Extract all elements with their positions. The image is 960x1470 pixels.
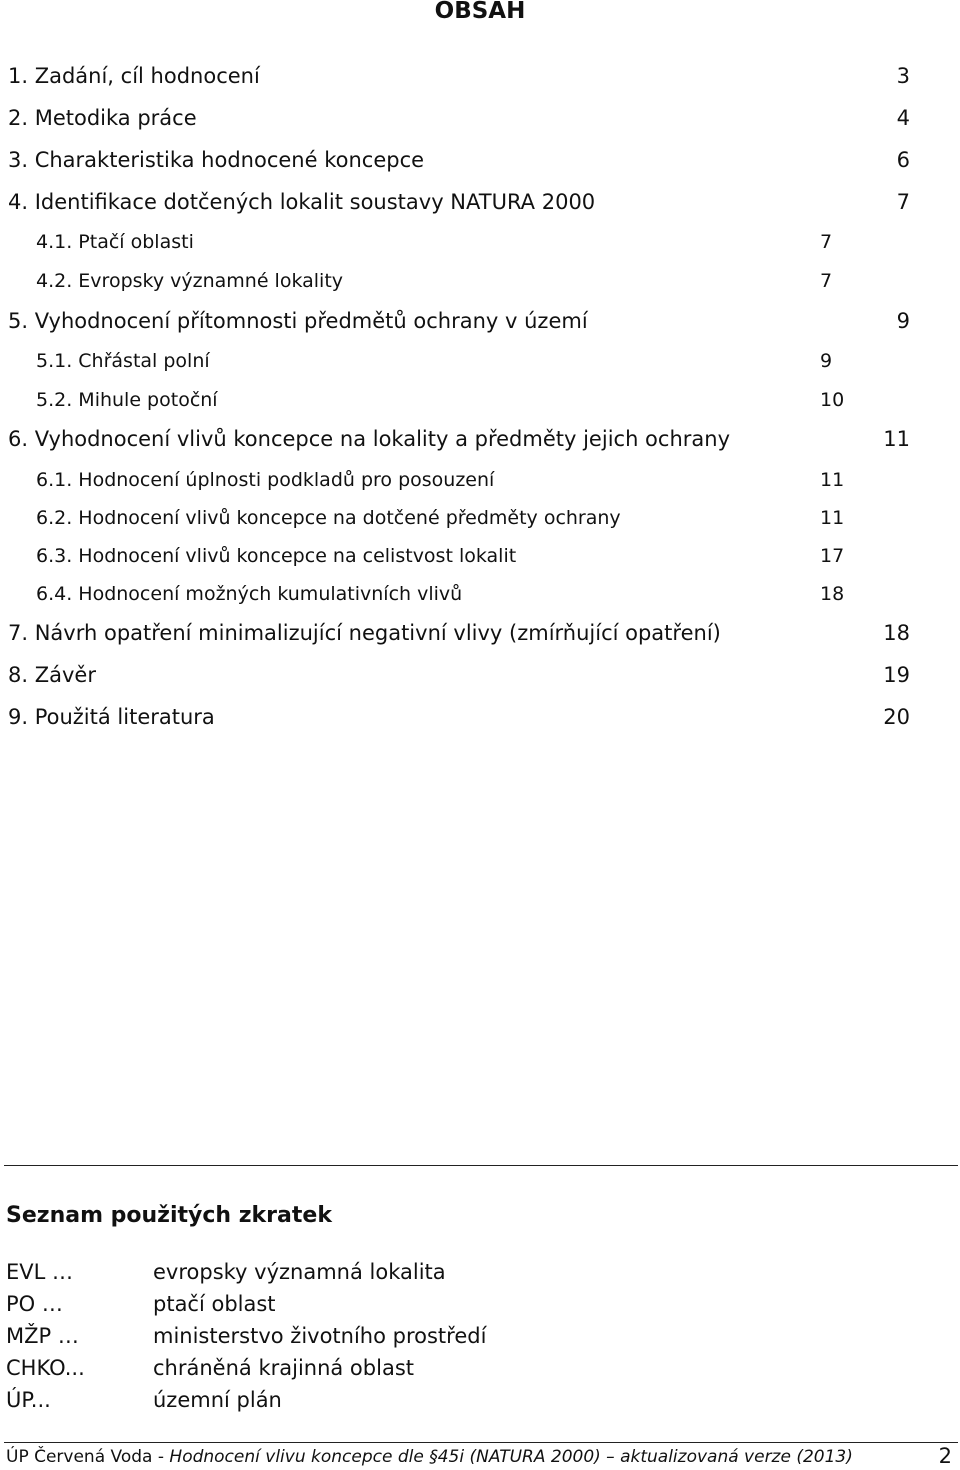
abbreviation-meaning: ptačí oblast [153,1292,276,1316]
toc-entry-page: 19 [883,663,910,687]
abbreviation-code: EVL … [6,1260,74,1284]
toc-entry [0,266,960,296]
abbreviation-meaning: evropsky významná lokalita [153,1260,446,1284]
toc-entry [0,61,960,91]
toc-entry-page: 11 [820,469,845,491]
toc-entry-page: 7 [820,270,833,292]
abbreviation-code: MŽP … [6,1324,79,1348]
toc-entry-label: 4.1. Ptačí oblasti [36,231,194,253]
toc-entry-label: 6.4. Hodnocení možných kumulativních vlivů [36,583,463,605]
footer-divider [4,1442,958,1443]
toc-entry-page: 10 [820,389,845,411]
abbreviation-row [0,1320,960,1352]
section-divider [4,1165,958,1166]
toc-entry-page: 18 [820,583,845,605]
toc-entry-label: 5.2. Mihule potoční [36,389,218,411]
footer-prefix: ÚP Červená Voda - [6,1447,170,1467]
toc-entry [0,103,960,133]
toc-entry [0,702,960,732]
abbreviation-meaning: chráněná krajinná oblast [153,1356,414,1380]
abbreviation-code: PO … [6,1292,63,1316]
toc-entry-label: 5.1. Chřástal polní [36,350,210,372]
toc-entry [0,618,960,648]
abbreviation-meaning: ministerstvo životního prostředí [153,1324,487,1348]
abbreviations-heading: Seznam použitých zkratek [6,1203,332,1228]
toc-entry [0,385,960,415]
toc-entry-page: 9 [820,350,833,372]
toc-entry-page: 9 [896,309,910,333]
toc-entry-page: 4 [896,106,910,130]
toc-entry-label: 5. Vyhodnocení přítomnosti předmětů ochrany v území [8,309,588,333]
toc-entry [0,227,960,257]
toc-entry-page: 6 [896,148,910,172]
toc-entry-page: 11 [820,507,845,529]
abbreviation-code: CHKO... [6,1356,85,1380]
toc-entry [0,346,960,376]
toc-entry-label: 6.3. Hodnocení vlivů koncepce na celistvost lokalit [36,545,517,567]
footer-title: Hodnocení vlivu koncepce dle §45i (NATURA 2000) – aktualizovaná verze (2013) [169,1447,853,1467]
abbreviation-row [0,1352,960,1384]
toc-entry-page: 17 [820,545,845,567]
toc-entry-label: 1. Zadání, cíl hodnocení [8,64,260,88]
toc-entry-label: 6. Vyhodnocení vlivů koncepce na lokality a předměty jejich ochrany [8,427,730,451]
toc-entry-label: 4. Identifikace dotčených lokalit soustavy NATURA 2000 [8,190,596,214]
abbreviation-row [0,1288,960,1320]
toc-entry-label: 7. Návrh opatření minimalizující negativní vlivy (zmírňující opatření) [8,621,721,645]
abbreviation-meaning: územní plán [153,1388,282,1412]
toc-entry-label: 8. Závěr [8,663,96,687]
toc-entry [0,187,960,217]
toc-entry [0,660,960,690]
toc-entry-page: 7 [820,231,833,253]
toc-entry-page: 20 [883,705,910,729]
footer-page-number: 2 [938,1444,952,1468]
abbreviation-row [0,1384,960,1416]
toc-entry-label: 4.2. Evropsky významné lokality [36,270,344,292]
toc-entry-page: 18 [883,621,910,645]
toc-entry-label: 6.1. Hodnocení úplnosti podkladů pro posouzení [36,469,495,491]
toc-entry-label: 3. Charakteristika hodnocené koncepce [8,148,425,172]
toc-entry [0,541,960,571]
toc-entry-label: 9. Použitá literatura [8,705,215,729]
page-title: OBSAH [434,0,526,24]
toc-entry [0,306,960,336]
footer-text [6,1445,853,1469]
toc-entry-page: 3 [896,64,910,88]
toc-entry [0,579,960,609]
toc-entry-label: 2. Metodika práce [8,106,197,130]
toc-entry-label: 6.2. Hodnocení vlivů koncepce na dotčené předměty ochrany [36,507,621,529]
toc-entry [0,145,960,175]
toc-entry-page: 11 [883,427,910,451]
abbreviation-code: ÚP... [6,1388,51,1412]
abbreviation-row [0,1256,960,1288]
toc-entry [0,503,960,533]
toc-entry-page: 7 [896,190,910,214]
toc-entry [0,424,960,454]
toc-entry [0,465,960,495]
